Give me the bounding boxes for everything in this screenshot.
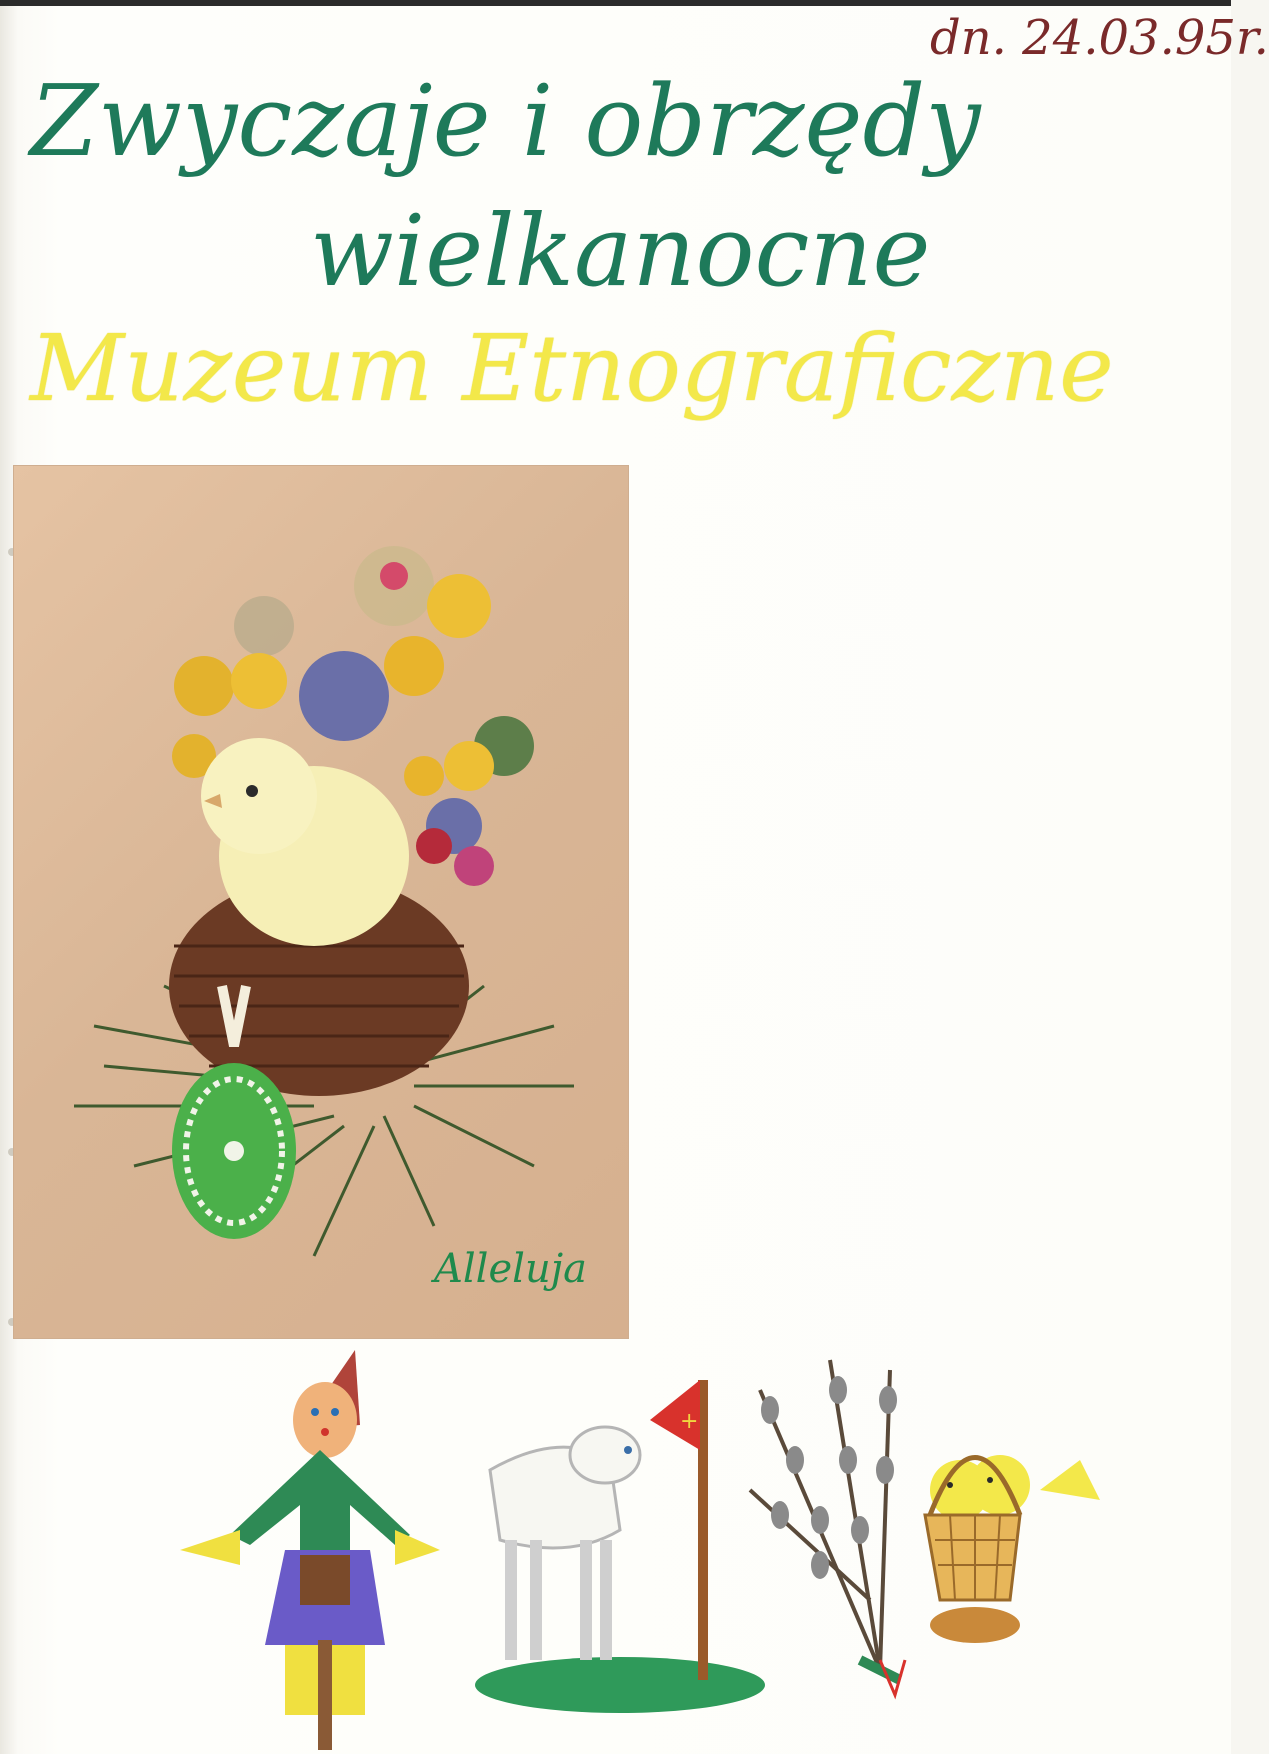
postcard-illustration — [14, 466, 628, 1338]
page-title-line1: Zwyczaje i obrzędy — [30, 65, 981, 179]
top-edge — [0, 0, 1231, 6]
postcard-caption: Alleluja — [434, 1246, 587, 1292]
easter-postcard — [14, 466, 628, 1338]
svg-text:+: + — [680, 1409, 699, 1434]
page-subtitle: Muzeum Etnograficzne — [30, 315, 1114, 422]
pussy-willow-drawing — [750, 1360, 905, 1695]
marzanna-doll-drawing — [180, 1350, 440, 1750]
page-title-line2: wielkanocne — [310, 195, 931, 309]
chicks-basket-drawing — [925, 1455, 1100, 1643]
easter-lamb-drawing — [475, 1380, 765, 1713]
date-note: dn. 24.03.95r. — [930, 10, 1269, 66]
crayon-drawings — [0, 1340, 1231, 1754]
